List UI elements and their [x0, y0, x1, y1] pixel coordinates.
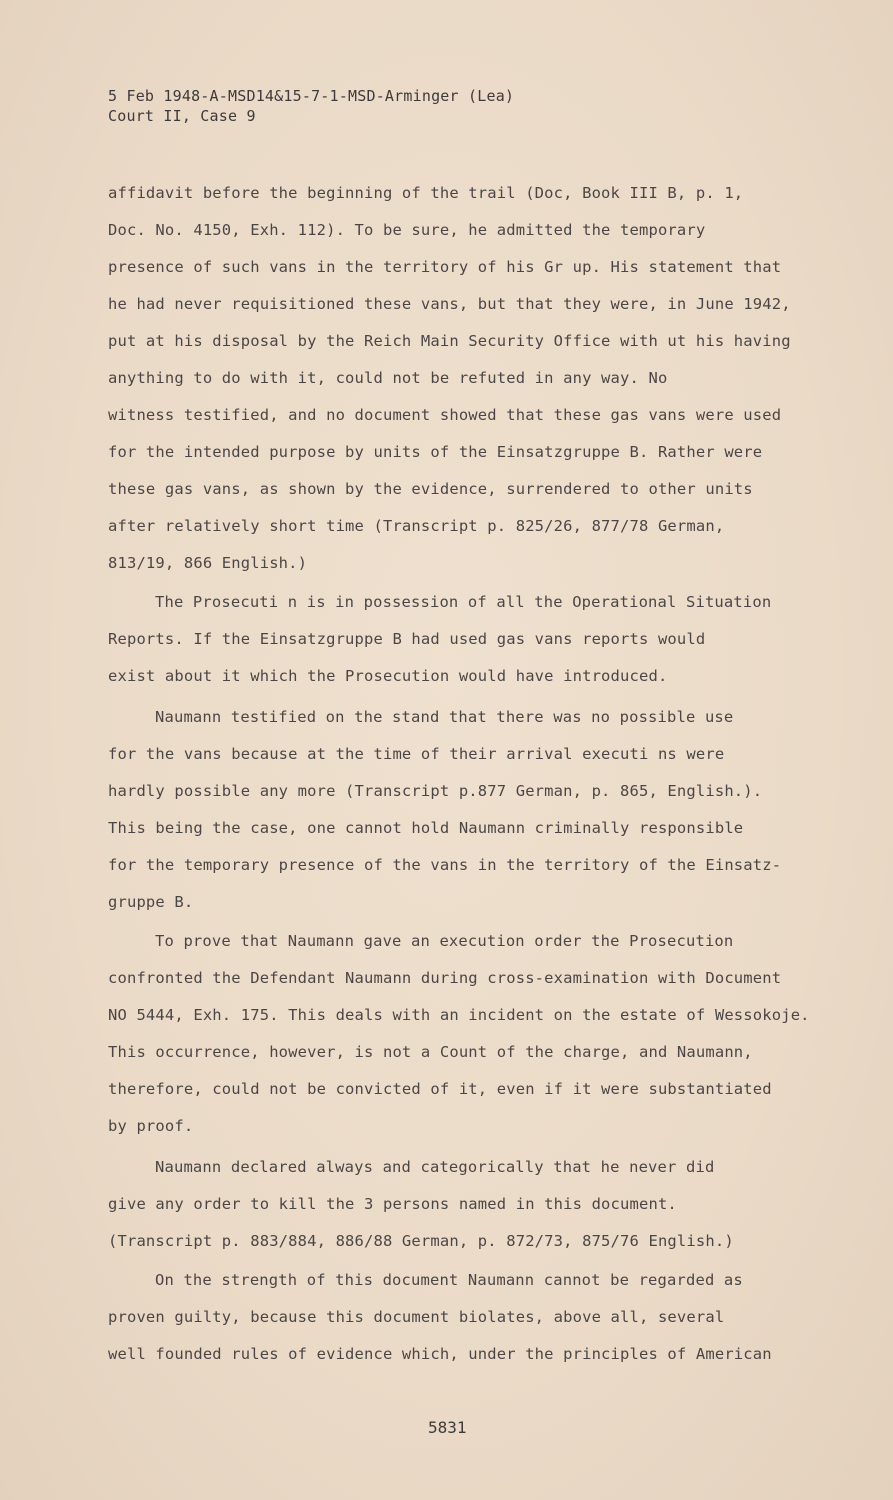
body-line: This being the case, one cannot hold Naumann criminally responsible	[108, 819, 744, 837]
body-line: To prove that Naumann gave an execution order the Prosecution	[155, 932, 734, 950]
body-line: witness testified, and no document showed that these gas vans were used	[108, 406, 782, 424]
body-line: Naumann declared always and categorically that he never did	[155, 1158, 715, 1176]
body-line: On the strength of this document Naumann cannot be regarded as	[155, 1271, 743, 1289]
body-line: affidavit before the beginning of the trail (Doc, Book III B, p. 1,	[108, 184, 744, 202]
body-line: anything to do with it, could not be refuted in any way. No	[108, 369, 668, 387]
document-header	[108, 86, 514, 126]
body-line: (Transcript p. 883/884, 886/88 German, p. 872/73, 875/76 English.)	[108, 1232, 734, 1250]
body-line: gruppe B.	[108, 893, 194, 911]
body-line: exist about it which the Prosecution would have introduced.	[108, 667, 668, 685]
header-court-line: Court II, Case 9	[108, 107, 256, 125]
body-line: after relatively short time (Transcript p. 825/26, 877/78 German,	[108, 517, 725, 535]
body-line: presence of such vans in the territory of his Gr up. His statement that	[108, 258, 782, 276]
body-line: proven guilty, because this document biolates, above all, several	[108, 1308, 725, 1326]
page-number: 5831	[428, 1418, 467, 1437]
body-line: Naumann testified on the stand that there was no possible use	[155, 708, 734, 726]
body-line: these gas vans, as shown by the evidence, surrendered to other units	[108, 480, 753, 498]
body-line: by proof.	[108, 1117, 194, 1135]
body-line: The Prosecuti n is in possession of all the Operational Situation	[155, 593, 772, 611]
body-line: NO 5444, Exh. 175. This deals with an incident on the estate of Wessokoje.	[108, 1006, 810, 1024]
body-line: for the vans because at the time of their arrival executi ns were	[108, 745, 725, 763]
body-line: confronted the Defendant Naumann during cross-examination with Document	[108, 969, 782, 987]
body-line: therefore, could not be convicted of it, even if it were substantiated	[108, 1080, 772, 1098]
body-line: hardly possible any more (Transcript p.877 German, p. 865, English.).	[108, 782, 763, 800]
body-line: for the temporary presence of the vans in the territory of the Einsatz-	[108, 856, 782, 874]
body-line: 813/19, 866 English.)	[108, 554, 308, 572]
header-reference-line: 5 Feb 1948-A-MSD14&15-7-1-MSD-Arminger (Lea)	[108, 87, 515, 105]
body-line: put at his disposal by the Reich Main Security Office with ut his having	[108, 332, 791, 350]
body-line: he had never requisitioned these vans, but that they were, in June 1942,	[108, 295, 791, 313]
body-line: well founded rules of evidence which, under the principles of American	[108, 1345, 772, 1363]
body-line: Doc. No. 4150, Exh. 112). To be sure, he admitted the temporary	[108, 221, 706, 239]
body-line: for the intended purpose by units of the Einsatzgruppe B. Rather were	[108, 443, 763, 461]
body-line: Reports. If the Einsatzgruppe B had used gas vans reports would	[108, 630, 706, 648]
body-line: This occurrence, however, is not a Count of the charge, and Naumann,	[108, 1043, 753, 1061]
body-line: give any order to kill the 3 persons named in this document.	[108, 1195, 677, 1213]
